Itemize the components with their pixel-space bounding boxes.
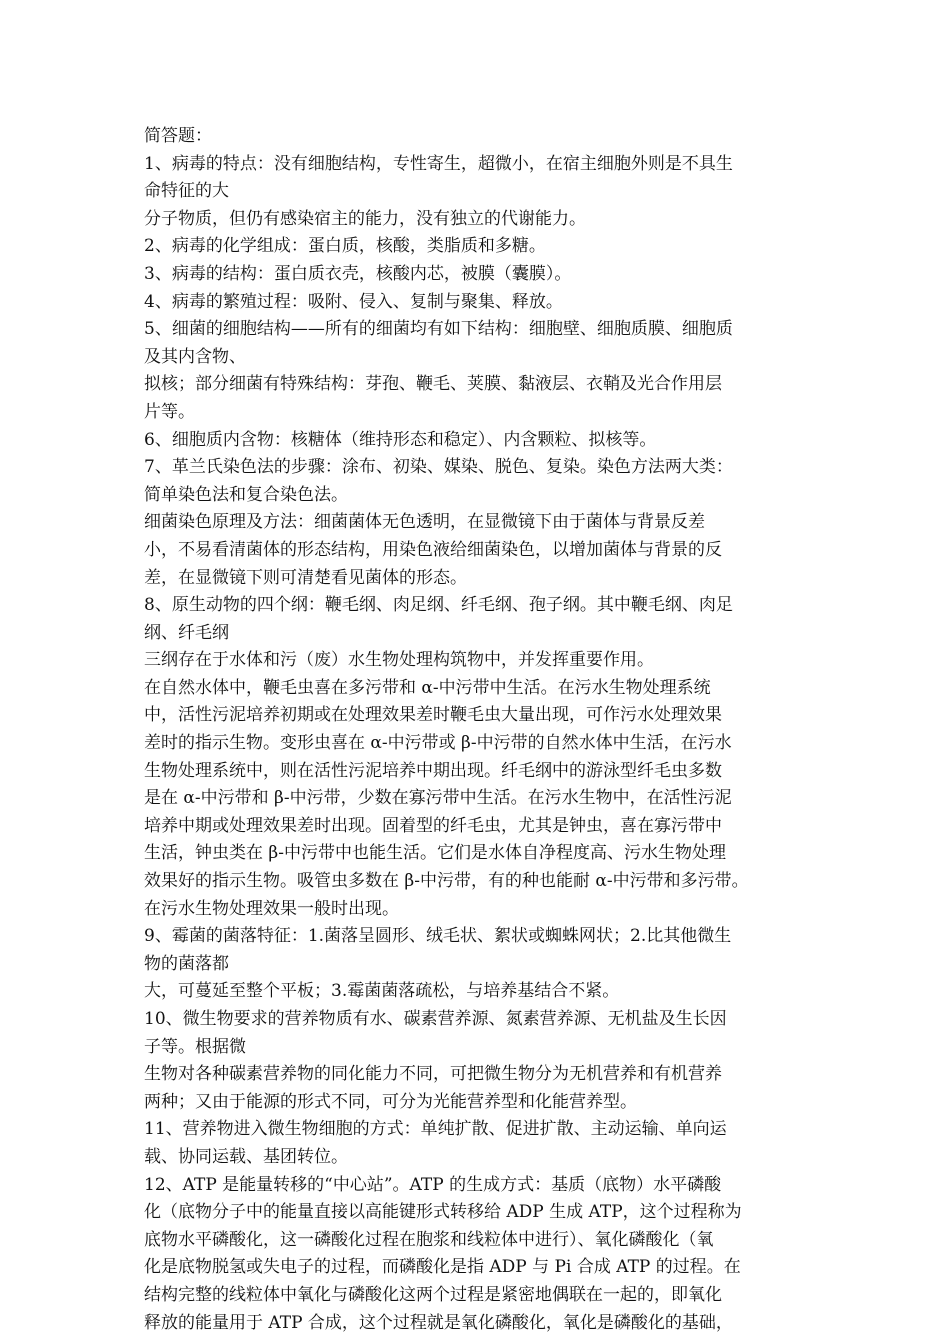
text-line: 载、协同运载、基团转位。: [144, 1146, 348, 1167]
text-line: 4、病毒的繁殖过程：吸附、侵入、复制与聚集、释放。: [144, 291, 563, 312]
text-line: 12、ATP 是能量转移的“中心站”。ATP 的生成方式：基质（底物）水平磷酸: [144, 1174, 722, 1195]
text-line: 拟核；部分细菌有特殊结构：芽孢、鞭毛、荚膜、黏液层、衣鞘及光合作用层: [144, 374, 722, 395]
text-line: 8、原生动物的四个纲：鞭毛纲、肉足纲、纤毛纲、孢子纲。其中鞭毛纲、肉足: [144, 595, 733, 616]
text-line: 生物对各种碳素营养物的同化能力不同，可把微生物分为无机营养和有机营养: [144, 1064, 722, 1085]
text-line: 在污水生物处理效果一般时出现。: [144, 898, 399, 919]
text-line: 化是底物脱氢或失电子的过程，而磷酸化是指 ADP 与 Pi 合成 ATP 的过程。在: [144, 1257, 741, 1278]
text-line: 分子物质，但仍有感染宿主的能力，没有独立的代谢能力。: [144, 208, 586, 229]
text-line: 小，不易看清菌体的形态结构，用染色液给细菌染色，以增加菌体与背景的反: [144, 539, 722, 560]
text-line: 两种；又由于能源的形式不同，可分为光能营养型和化能营养型。: [144, 1091, 637, 1112]
text-line: 5、细菌的细胞结构——所有的细菌均有如下结构：细胞壁、细胞质膜、细胞质: [144, 319, 733, 340]
text-line: 底物水平磷酸化，这一磷酸化过程在胞浆和线粒体中进行）、氧化磷酸化（氧: [144, 1229, 714, 1250]
text-line: 在自然水体中，鞭毛虫喜在多污带和 α-中污带中生活。在污水生物处理系统: [144, 677, 711, 698]
text-line: 简单染色法和复合染色法。: [144, 484, 348, 505]
text-line: 9、霉菌的菌落特征：1.菌落呈圆形、绒毛状、絮状或蜘蛛网状；2.比其他微生: [144, 926, 732, 947]
text-line: 三纲存在于水体和污（废）水生物处理构筑物中，并发挥重要作用。: [144, 650, 654, 671]
text-line: 培养中期或处理效果差时出现。固着型的纤毛虫，尤其是钟虫，喜在寡污带中: [144, 815, 722, 836]
text-line: 差，在显微镜下则可清楚看见菌体的形态。: [144, 567, 467, 588]
text-line: 是在 α-中污带和 β-中污带，少数在寡污带中生活。在污水生物中，在活性污泥: [144, 788, 732, 809]
text-line: 片等。: [144, 401, 195, 422]
text-line: 生活，钟虫类在 β-中污带中也能生活。它们是水体自净程度高、污水生物处理: [144, 843, 726, 864]
text-line: 结构完整的线粒体中氧化与磷酸化这两个过程是紧密地偶联在一起的，即氧化: [144, 1284, 722, 1305]
text-line: 效果好的指示生物。吸管虫多数在 β-中污带，有的种也能耐 α-中污带和多污带。: [144, 871, 749, 892]
text-line: 纲、纤毛纲: [144, 622, 229, 643]
text-line: 化（底物分子中的能量直接以高能键形式转移给 ADP 生成 ATP，这个过程称为: [144, 1202, 742, 1223]
text-line: 11、营养物进入微生物细胞的方式：单纯扩散、促进扩散、主动运输、单向运: [144, 1119, 727, 1140]
text-line: 大，可蔓延至整个平板；3.霉菌菌落疏松，与培养基结合不紧。: [144, 981, 620, 1002]
text-line: 中，活性污泥培养初期或在处理效果差时鞭毛虫大量出现，可作污水处理效果: [144, 705, 722, 726]
text-line: 释放的能量用于 ATP 合成，这个过程就是氧化磷酸化，氧化是磷酸化的基础，: [144, 1312, 733, 1333]
text-line: 简答题：: [144, 126, 212, 146]
text-line: 7、革兰氏染色法的步骤：涂布、初染、媒染、脱色、复染。染色方法两大类：: [144, 457, 733, 478]
text-line: 6、细胞质内含物：核糖体（维持形态和稳定）、内含颗粒、拟核等。: [144, 429, 657, 450]
text-line: 生物处理系统中，则在活性污泥培养中期出现。纤毛纲中的游泳型纤毛虫多数: [144, 760, 722, 781]
text-line: 1、病毒的特点：没有细胞结构，专性寄生，超微小，在宿主细胞外则是不具生: [144, 153, 733, 174]
text-line: 3、病毒的结构：蛋白质衣壳，核酸内芯，被膜（囊膜）。: [144, 263, 572, 284]
text-line: 10、微生物要求的营养物质有水、碳素营养源、氮素营养源、无机盐及生长因: [144, 1009, 727, 1029]
text-line: 2、病毒的化学组成：蛋白质，核酸，类脂质和多糖。: [144, 236, 546, 257]
text-line: 子等。根据微: [144, 1036, 246, 1057]
text-line: 命特征的大: [144, 181, 229, 202]
document-body: [144, 123, 812, 1337]
text-line: 物的菌落都: [144, 953, 229, 974]
text-line: 细菌染色原理及方法：细菌菌体无色透明，在显微镜下由于菌体与背景反差: [144, 512, 705, 533]
text-line: 及其内含物、: [144, 346, 246, 367]
text-line: 差时的指示生物。变形虫喜在 α-中污带或 β-中污带的自然水体中生活，在污水: [144, 733, 732, 754]
